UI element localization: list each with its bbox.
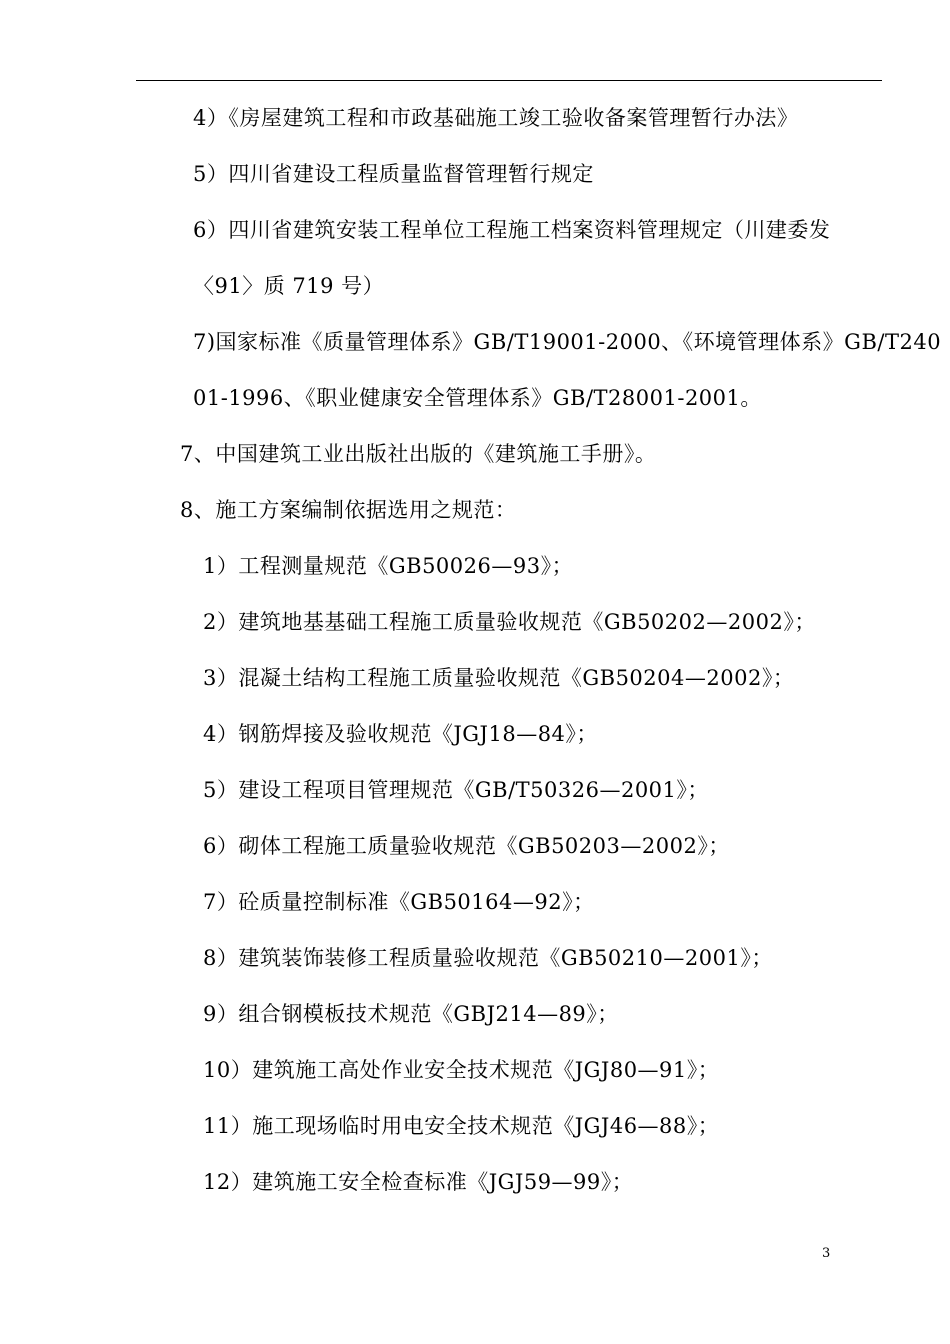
reference-line: 5）四川省建设工程质量监督管理暂行规定 <box>193 162 594 186</box>
standard-item: 11）施工现场临时用电安全技术规范《JGJ46—88》； <box>203 1114 720 1138</box>
standard-item: 7）砼质量控制标准《GB50164—92》； <box>203 890 595 914</box>
standard-item: 6）砌体工程施工质量验收规范《GB50203—2002》； <box>203 834 730 858</box>
standard-item: 3）混凝土结构工程施工质量验收规范《GB50204—2002》； <box>203 666 795 690</box>
reference-line-continuation: 01-1996、《职业健康安全管理体系》GB/T28001-2001。 <box>193 386 762 410</box>
header-rule <box>136 80 882 81</box>
page-number: 3 <box>822 1246 831 1261</box>
reference-line: 4）《房屋建筑工程和市政基础施工竣工验收备案管理暂行办法》 <box>193 106 799 130</box>
standard-item: 8）建筑装饰装修工程质量验收规范《GB50210—2001》； <box>203 946 773 970</box>
standard-item: 12）建筑施工安全检查标准《JGJ59—99》； <box>203 1170 634 1194</box>
standard-item: 2）建筑地基基础工程施工质量验收规范《GB50202—2002》； <box>203 610 816 634</box>
standard-item: 1）工程测量规范《GB50026—93》； <box>203 554 574 578</box>
standard-item: 10）建筑施工高处作业安全技术规范《JGJ80—91》； <box>203 1058 720 1082</box>
reference-line: 7)国家标准《质量管理体系》GB/T19001-2000、《环境管理体系》GB/T240 <box>193 330 942 354</box>
reference-line: 6）四川省建筑安装工程单位工程施工档案资料管理规定（川建委发 <box>193 218 831 242</box>
standard-item: 5）建设工程项目管理规范《GB/T50326—2001》； <box>203 778 709 802</box>
section-item: 7、中国建筑工业出版社出版的《建筑施工手册》。 <box>180 442 657 466</box>
standard-item: 9）组合钢模板技术规范《GBJ214—89》； <box>203 1002 619 1026</box>
reference-line-continuation: 〈91〉质 719 号） <box>193 274 385 298</box>
section-heading: 8、施工方案编制依据选用之规范： <box>180 498 517 522</box>
standard-item: 4）钢筋焊接及验收规范《JGJ18—84》； <box>203 722 598 746</box>
